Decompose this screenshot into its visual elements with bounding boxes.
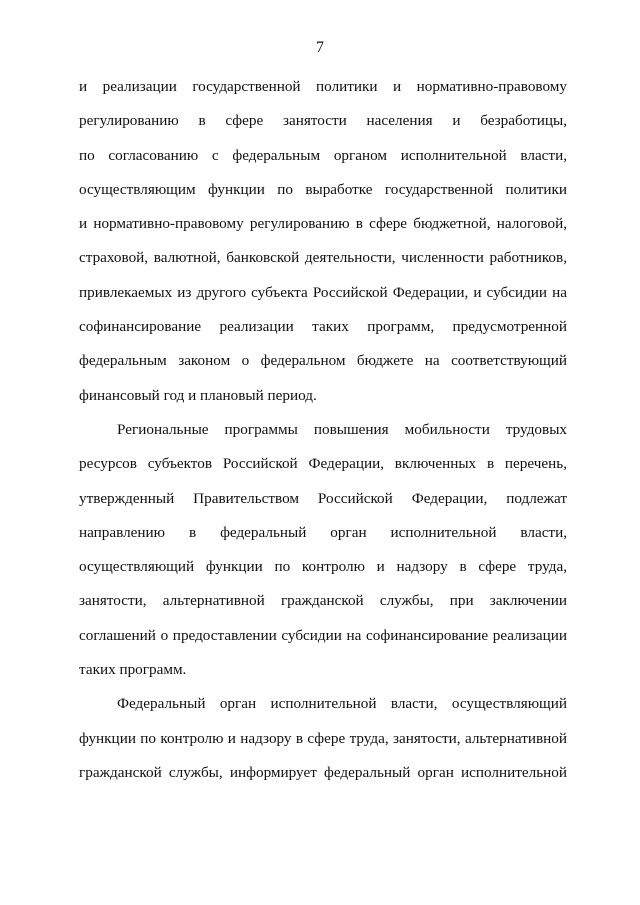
text-line: функции по контролю и надзору в сфере труда, занятости, альтернативной <box>79 729 567 747</box>
text-line: софинансирование реализации таких программ, предусмотренной <box>79 318 567 336</box>
text-line: страховой, валютной, банковской деятельности, численности работников, <box>79 249 567 267</box>
paragraph-3 <box>79 687 567 790</box>
text-line: направлению в федеральный орган исполнительной власти, <box>79 523 567 541</box>
text-line: ресурсов субъектов Российской Федерации, включенных в перечень, <box>79 455 567 473</box>
text-line: таких программ. <box>79 661 187 679</box>
text-line: занятости, альтернативной гражданской службы, при заключении <box>79 592 567 610</box>
text-line: Федеральный орган исполнительной власти, осуществляющий <box>117 695 567 713</box>
text-line: Региональные программы повышения мобильности трудовых <box>117 420 567 438</box>
text-line: утвержденный Правительством Российской Федерации, подлежат <box>79 489 567 507</box>
text-line: осуществляющим функции по выработке государственной политики <box>79 180 567 198</box>
text-line: и реализации государственной политики и нормативно-правовому <box>79 78 567 95</box>
text-line: гражданской службы, информирует федеральный орган исполнительной <box>79 763 567 781</box>
text-line: регулированию в сфере занятости населения и безработицы, <box>79 112 567 130</box>
paragraph-2 <box>79 413 567 687</box>
text-line: федеральным законом о федеральном бюджете на соответствующий <box>79 352 567 370</box>
text-line: финансовый год и плановый период. <box>79 386 317 404</box>
text-line: соглашений о предоставлении субсидии на софинансирование реализации <box>79 626 567 644</box>
page-number: 7 <box>316 39 324 56</box>
text-line: и нормативно-правовому регулированию в сфере бюджетной, налоговой, <box>79 215 567 233</box>
document-body <box>79 70 567 790</box>
text-line: осуществляющий функции по контролю и надзору в сфере труда, <box>79 558 567 576</box>
text-line: привлекаемых из другого субъекта Российской Федерации, и субсидии на <box>79 283 567 301</box>
paragraph-1 <box>79 70 567 413</box>
text-line: по согласованию с федеральным органом исполнительной власти, <box>79 146 567 164</box>
